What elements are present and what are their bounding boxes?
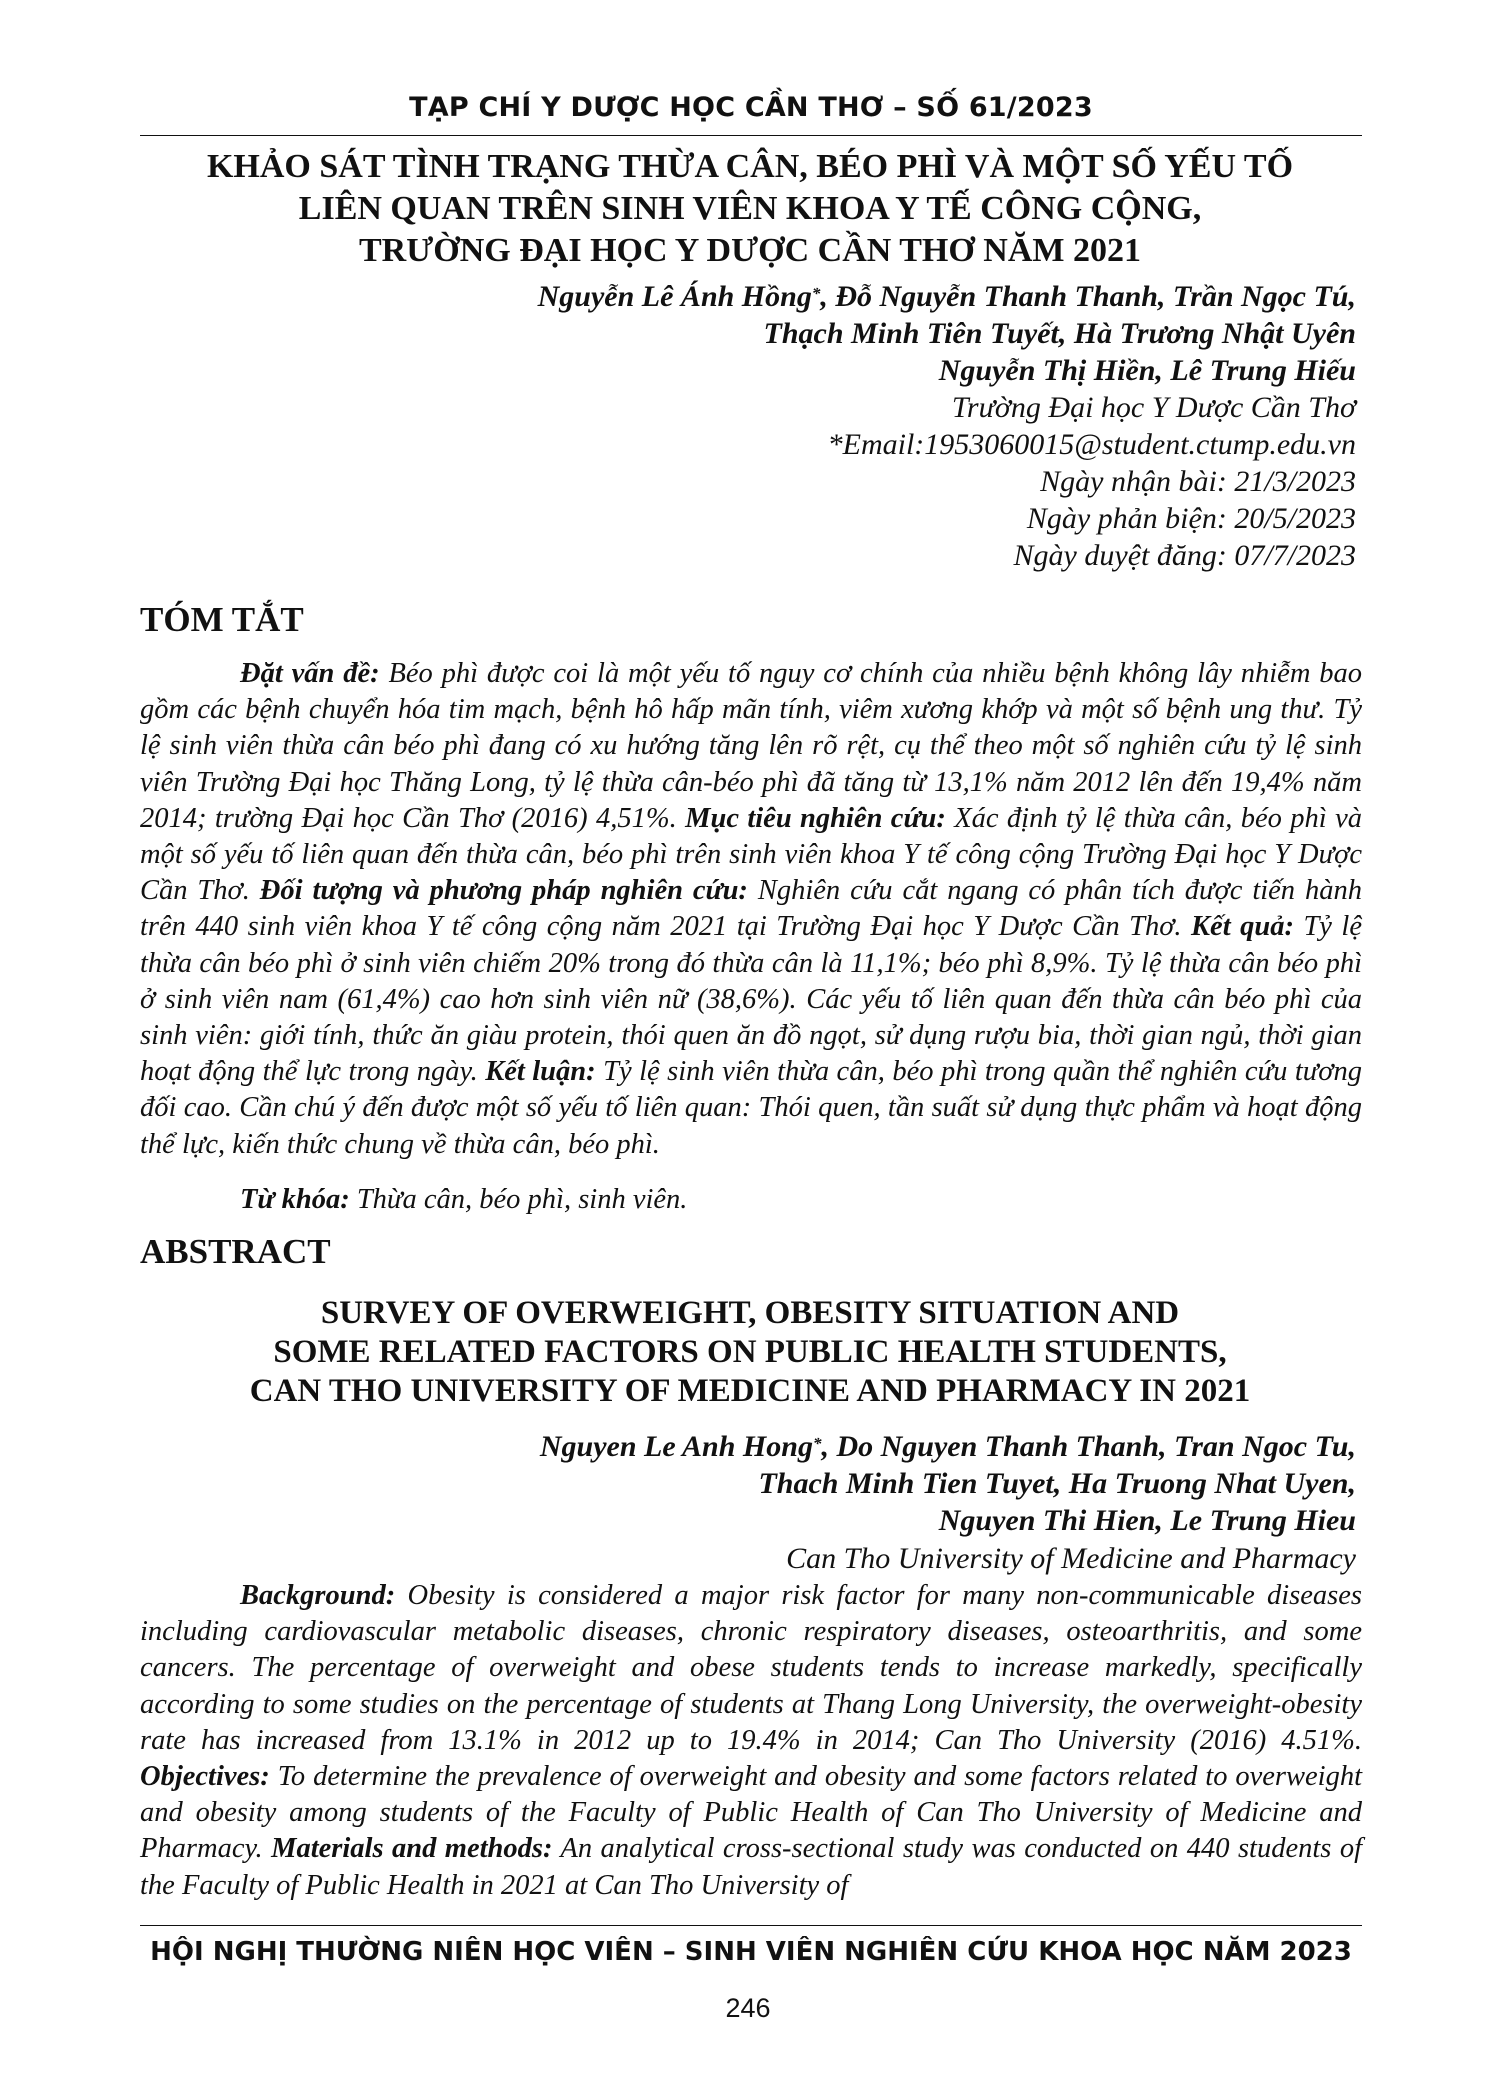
page-number: 246 — [725, 1993, 771, 2023]
authors-vi-rest: , Đỗ Nguyễn Thanh Thanh, Trần Ngọc Tú, — [820, 280, 1356, 313]
title-en-line: SURVEY OF OVERWEIGHT, OBESITY SITUATION AND — [320, 1295, 1180, 1331]
keywords-vi — [240, 1184, 687, 1216]
article-title-vi — [150, 146, 1350, 272]
abstract-heading: ABSTRACT — [140, 1232, 331, 1271]
affiliation-vi: Trường Đại học Y Dược Cần Thơ — [951, 391, 1356, 424]
methods-label: Đối tượng và phương pháp nghiên cứu: — [259, 875, 748, 907]
corresponding-mark-en: * — [812, 1434, 822, 1453]
authors-en-line: Nguyen Thi Hien, Le Trung Hieu — [938, 1504, 1356, 1537]
authors-en-rest: , Do Nguyen Thanh Thanh, Tran Ngoc Tu, — [821, 1430, 1356, 1463]
abstract-body-en — [140, 1578, 1362, 1904]
objectives-label: Mục tiêu nghiên cứu: — [685, 802, 946, 834]
summary-body-vi — [140, 656, 1362, 1163]
authors-en — [540, 1428, 1356, 1539]
article-title-en — [150, 1294, 1350, 1411]
background-text-en: Obesity is considered a major risk factor for many non-communicable diseases including cardiovascular metabolic diseases, chronic respiratory diseases, osteoarthritis, and some cancers. The percentage of overweight and obese students tends to increase markedly, specifically according to some studies on the percentage of students at Thang Long University, the overweight-obesity rate has increased from 13.1% in 2012 up to 19.4% in 2014; Can Tho University (2016) 4.51%. — [140, 1580, 1362, 1756]
affiliation-en-text: Can Tho University of Medicine and Pharmacy — [786, 1542, 1356, 1575]
authors-vi-line: Nguyễn Thị Hiền, Lê Trung Hiếu — [938, 354, 1356, 387]
keywords-text: Thừa cân, béo phì, sinh viên. — [349, 1184, 688, 1215]
corresponding-author: Nguyễn Lê Ánh Hồng — [537, 280, 812, 313]
date-received: Ngày nhận bài: 21/3/2023 — [1040, 465, 1356, 498]
date-accepted: Ngày duyệt đăng: 07/7/2023 — [1013, 539, 1356, 572]
conclusion-label: Kết luận: — [485, 1056, 596, 1088]
authors-en-line — [540, 1428, 1356, 1465]
title-vi-line: LIÊN QUAN TRÊN SINH VIÊN KHOA Y TẾ CÔNG CỘNG, — [298, 190, 1202, 227]
header-rule — [140, 135, 1362, 136]
email-link[interactable]: *Email:1953060015@student.ctump.edu.vn — [827, 428, 1356, 461]
conference-footer: HỘI NGHỊ THƯỜNG NIÊN HỌC VIÊN – SINH VIÊN NGHIÊN CỨU KHOA HỌC NĂM 2023 — [150, 1937, 1352, 1967]
corresponding-mark: * — [811, 284, 821, 303]
objectives-text-en: To determine the prevalence of overweight and obesity and some factors related to overweight and obesity among students of the Faculty of Public Health of Can Tho University of Medicine and Pharmacy. — [140, 1761, 1362, 1865]
authors-vi — [538, 278, 1356, 389]
methods-text-en: An analytical cross-sectional study was conducted on 440 students of the Faculty of Public Health in 2021 at Can Tho University of — [140, 1833, 1362, 1901]
affiliation-en — [786, 1540, 1356, 1577]
objectives-text: Xác định tỷ lệ thừa cân, béo phì và một số yếu tố liên quan đến thừa cân, béo phì trên sinh viên khoa Y tế công cộng Trường Đại học Y Dược Cần Thơ. — [140, 802, 1362, 907]
objectives-label-en: Objectives: — [140, 1761, 270, 1793]
article-meta — [828, 389, 1356, 574]
summary-heading: TÓM TẮT — [140, 600, 304, 639]
authors-vi-line: Thạch Minh Tiên Tuyết, Hà Trương Nhật Uyên — [763, 317, 1356, 350]
background-label: Đặt vấn đề: — [240, 658, 380, 689]
footer-rule — [140, 1925, 1362, 1926]
conclusion-text: Tỷ lệ sinh viên thừa cân, béo phì trong quần thể nghiên cứu tương đối cao. Cần chú ý đến được một số yếu tố liên quan: Thói quen, tần suất sử dụng thực phẩm và hoạt động thể lực, kiến thức chung về thừa cân, béo phì. — [140, 1056, 1363, 1160]
background-text: Béo phì được coi là một yếu tố nguy cơ chính của nhiều bệnh không lây nhiễm bao gồm các bệnh chuyển hóa tim mạch, bệnh hô hấp mãn tính, viêm xương khớp và một số bệnh ung thư. Tỷ lệ sinh viên thừa cân béo phì đang có xu hướng tăng lên rõ rệt, cụ thể theo một số nghiên cứu tỷ lệ sinh viên Trường Đại học Thăng Long, tỷ lệ thừa cân-béo phì đã tăng từ 13,1% năm 2012 lên đến 19,4% năm 2014; trường Đại học Cần Thơ (2016) 4,51%. — [140, 658, 1362, 834]
keywords-label: Từ khóa: — [240, 1184, 350, 1215]
authors-vi-line — [538, 278, 1356, 315]
methods-text: Nghiên cứu cắt ngang có phân tích được tiến hành trên 440 sinh viên khoa Y tế công cộng năm 2021 tại Trường Đại học Y Dược Cần Thơ. — [140, 875, 1362, 943]
date-reviewed: Ngày phản biện: 20/5/2023 — [1026, 502, 1356, 535]
title-en-line: SOME RELATED FACTORS ON PUBLIC HEALTH STUDENTS, — [273, 1334, 1227, 1370]
running-head: TẠP CHÍ Y DƯỢC HỌC CẦN THƠ – SỐ 61/2023 — [409, 92, 1093, 123]
authors-en-line: Thach Minh Tien Tuyet, Ha Truong Nhat Uyen, — [758, 1467, 1356, 1500]
results-text: Tỷ lệ thừa cân béo phì ở sinh viên chiếm 20% trong đó thừa cân là 11,1%; béo phì 8,9%. Tỷ lệ thừa cân béo phì ở sinh viên nam (61,4%) cao hơn sinh viên nữ (38,6%). Các yếu tố liên quan đến thừa cân béo phì của sinh viên: giới tính, thức ăn giàu protein, thói quen ăn đồ ngọt, sử dụng rượu bia, thời gian ngủ, thời gian hoạt động thể lực trong ngày. — [140, 911, 1362, 1088]
title-en-line: CAN THO UNIVERSITY OF MEDICINE AND PHARMACY IN 2021 — [249, 1373, 1251, 1409]
results-label: Kết quả: — [1191, 911, 1294, 943]
title-vi-line: TRƯỜNG ĐẠI HỌC Y DƯỢC CẦN THƠ NĂM 2021 — [359, 232, 1141, 269]
background-label-en: Background: — [240, 1580, 396, 1611]
corresponding-author-en: Nguyen Le Anh Hong — [539, 1430, 813, 1463]
methods-label-en: Materials and methods: — [271, 1833, 553, 1865]
title-vi-line: KHẢO SÁT TÌNH TRẠNG THỪA CÂN, BÉO PHÌ VÀ MỘT SỐ YẾU TỐ — [206, 148, 1294, 185]
